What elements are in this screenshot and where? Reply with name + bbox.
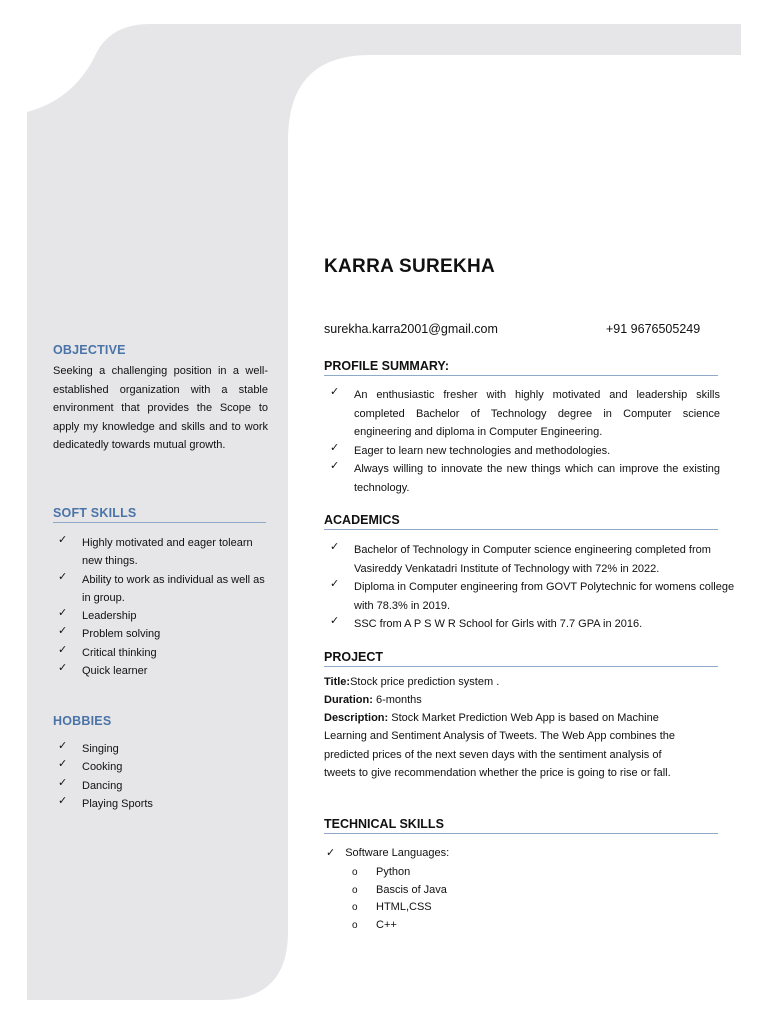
list-item: ✓ Dancing: [58, 777, 273, 795]
email-address: surekha.karra2001@gmail.com: [324, 322, 498, 336]
list-item: o HTML,CSS: [352, 899, 447, 917]
list-item: ✓ Cooking: [58, 758, 273, 776]
list-item: ✓ Critical thinking: [58, 644, 273, 662]
check-icon: ✓: [58, 662, 68, 675]
list-item: ✓ Leadership: [58, 607, 273, 625]
bullet-icon: o: [352, 919, 358, 931]
bullet-icon: o: [352, 902, 358, 913]
profile-summary-heading: PROFILE SUMMARY:: [324, 359, 449, 373]
check-icon: ✓: [330, 578, 340, 590]
check-icon: ✓: [58, 794, 68, 807]
check-icon: ✓: [58, 758, 68, 771]
objective-text: Seeking a challenging position in a well-established organization with a stable environment that provides the Scope to apply my knowledge and skills and to work dedicatedly towards mutual growth.: [53, 365, 268, 452]
list-item: ✓ SSC from A P S W R School for Girls with 7.7 GPA in 2016.: [330, 615, 736, 634]
list-item: ✓ Bachelor of Technology in Computer science engineering completed from Vasireddy Venkatadri Institute of Technology with 72% in 2022.: [330, 541, 736, 578]
soft-skills-divider: [53, 522, 266, 523]
academics-divider: [324, 529, 718, 530]
technical-skills-divider: [324, 833, 718, 834]
check-icon: ✓: [326, 847, 336, 859]
list-item: ✓ Playing Sports: [58, 795, 273, 813]
academics-list: [330, 541, 736, 634]
project-heading: PROJECT: [324, 650, 384, 664]
list-item: o Bascis of Java: [352, 882, 447, 900]
hobbies-list: [58, 740, 273, 813]
check-icon: ✓: [330, 541, 340, 553]
list-item: ✓ Diploma in Computer engineering from GOVT Polytechnic for womens college with 78.3% in 2019.: [330, 578, 736, 615]
check-icon: ✓: [330, 441, 340, 454]
check-icon: ✓: [58, 625, 68, 638]
soft-skills-list: [58, 534, 273, 680]
list-item: ✓ Ability to work as individual as well as in group.: [58, 571, 273, 608]
project-description: Description: Stock Market Prediction Web App is based on Machine Learning and Sentiment Analysis of Tweets. The Web App combines the predicted prices of the next seven days with the sentiment analysis of tweets to give recommendation whether the price is going to rise or fall.: [324, 712, 675, 779]
project-title: Title:Stock price prediction system .: [324, 676, 500, 688]
list-item: ✓ Singing: [58, 740, 273, 758]
check-icon: ✓: [330, 615, 340, 627]
list-item: ✓ Quick learner: [58, 662, 273, 680]
list-item: o Python: [352, 864, 447, 882]
phone-number: +91 9676505249: [606, 322, 701, 336]
check-icon: ✓: [58, 570, 68, 583]
check-icon: ✓: [58, 740, 68, 752]
project-duration: Duration: 6-months: [324, 694, 422, 706]
check-icon: ✓: [58, 607, 68, 620]
hobbies-heading: HOBBIES: [53, 714, 112, 728]
list-item: ✓ An enthusiastic fresher with highly motivated and leadership skills completed Bachelor of Technology degree in Computer science engineering and diploma in Computer Engineering.: [330, 386, 720, 442]
software-languages-item: ✓ Software Languages:: [326, 847, 450, 859]
profile-summary-divider: [324, 375, 718, 376]
profile-summary-list: [330, 386, 720, 497]
check-icon: ✓: [58, 643, 68, 656]
technical-skills-heading: TECHNICAL SKILLS: [324, 817, 444, 831]
list-item: ✓ Eager to learn new technologies and methodologies.: [330, 442, 720, 461]
list-item: ✓ Always willing to innovate the new things which can improve the existing technology.: [330, 460, 720, 497]
check-icon: ✓: [58, 776, 68, 789]
bullet-icon: o: [352, 867, 358, 878]
academics-heading: ACADEMICS: [324, 513, 400, 527]
check-icon: ✓: [330, 386, 340, 398]
check-icon: ✓: [330, 460, 340, 472]
soft-skills-heading: SOFT SKILLS: [53, 506, 137, 520]
candidate-name: KARRA SUREKHA: [324, 256, 496, 277]
project-divider: [324, 666, 718, 667]
software-languages-list: [352, 864, 447, 934]
bullet-icon: o: [352, 884, 358, 896]
list-item: ✓ Problem solving: [58, 625, 273, 643]
list-item: o C++: [352, 917, 447, 935]
list-item: ✓ Highly motivated and eager tolearn new things.: [58, 534, 273, 571]
objective-heading: OBJECTIVE: [53, 343, 126, 357]
check-icon: ✓: [58, 534, 68, 546]
